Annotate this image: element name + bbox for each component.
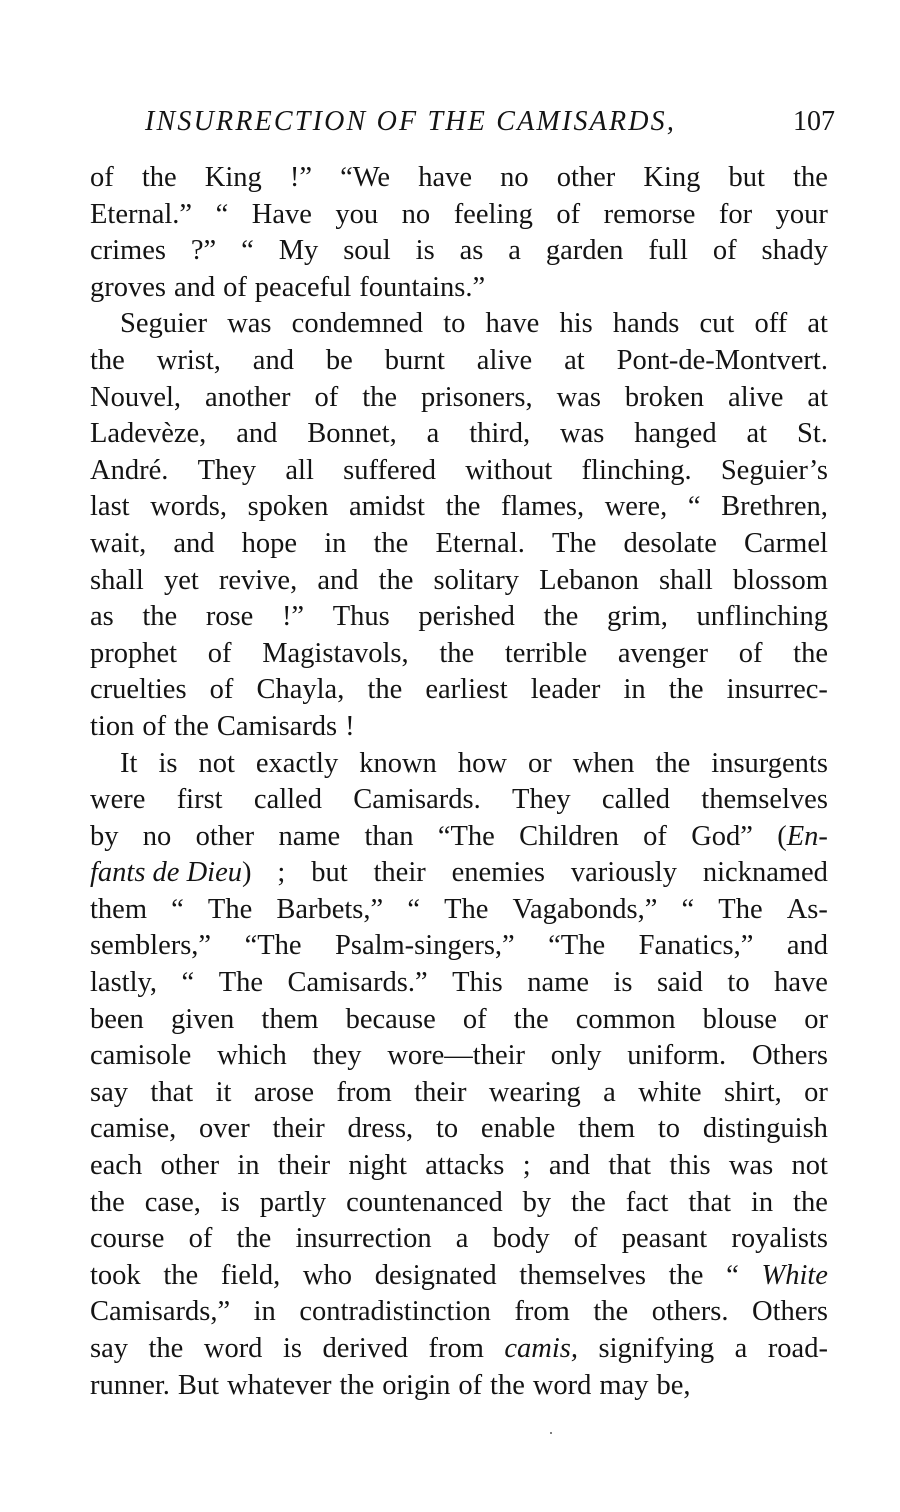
paragraph bbox=[90, 306, 828, 745]
text-line: groves and of peaceful fountains.” bbox=[90, 271, 486, 303]
text-line: been given them because of the common blouse or bbox=[90, 1003, 828, 1035]
text-line: by no other name than “The Children of God” (En- bbox=[90, 820, 828, 852]
text-line: say the word is derived from camis, signifying a road- bbox=[90, 1333, 828, 1364]
text-line: fants de Dieu) ; but their enemies variously nicknamed bbox=[90, 857, 828, 889]
text-line: say that it arose from their wearing a white shirt, or bbox=[90, 1076, 828, 1108]
text-line: course of the insurrection a body of peasant royalists bbox=[90, 1223, 828, 1255]
body-text bbox=[90, 160, 828, 1404]
running-title: INSURRECTION OF THE CAMISARDS, bbox=[145, 106, 677, 137]
text-line: were first called Camisards. They called themselves bbox=[90, 784, 828, 816]
page-number: 107 bbox=[793, 106, 835, 137]
text-line: camisole which they wore—their only uniform. Others bbox=[90, 1040, 828, 1072]
text-line: tion of the Camisards ! bbox=[90, 710, 355, 742]
text-line: each other in their night attacks ; and that this was not bbox=[90, 1150, 828, 1182]
text-line: as the rose !” Thus perished the grim, unflinching bbox=[90, 601, 828, 633]
page-header bbox=[145, 100, 835, 144]
text-line: Ladevèze, and Bonnet, a third, was hanged at St. bbox=[90, 418, 828, 450]
text-line: crimes ?” “ My soul is as a garden full of shady bbox=[90, 235, 828, 267]
text-line: Camisards,” in contradistinction from the others. Others bbox=[90, 1296, 828, 1328]
text-line: lastly, “ The Camisards.” This name is said to have bbox=[90, 967, 828, 999]
text-line: runner. But whatever the origin of the word may be, bbox=[90, 1369, 691, 1401]
text-line: shall yet revive, and the solitary Lebanon shall blossom bbox=[90, 564, 828, 596]
print-speck bbox=[550, 1432, 552, 1434]
paragraph bbox=[90, 160, 828, 306]
text-line: last words, spoken amidst the flames, were, “ Brethren, bbox=[90, 491, 828, 523]
text-line: camise, over their dress, to enable them to distinguish bbox=[90, 1113, 828, 1145]
text-line: Nouvel, another of the prisoners, was broken alive at bbox=[90, 381, 828, 413]
text-line: André. They all suffered without flinching. Seguier’s bbox=[90, 454, 828, 486]
text-line: semblers,” “The Psalm-singers,” “The Fanatics,” and bbox=[90, 930, 828, 962]
text-line: cruelties of Chayla, the earliest leader in the insurrec- bbox=[90, 674, 828, 706]
text-line: wait, and hope in the Eternal. The desolate Carmel bbox=[90, 527, 828, 559]
text-line: took the field, who designated themselves the “ White bbox=[90, 1259, 828, 1291]
text-line: them “ The Barbets,” “ The Vagabonds,” “ The As- bbox=[90, 893, 828, 925]
text-line: the case, is partly countenanced by the fact that in the bbox=[90, 1186, 828, 1218]
text-line: prophet of Magistavols, the terrible avenger of the bbox=[90, 637, 828, 669]
text-line: Seguier was condemned to have his hands cut off at bbox=[120, 308, 828, 340]
text-line: Eternal.” “ Have you no feeling of remorse for your bbox=[90, 198, 828, 230]
text-line: It is not exactly known how or when the insurgents bbox=[120, 747, 828, 779]
paragraph bbox=[90, 746, 828, 1405]
text-line: of the King !” “We have no other King but the bbox=[90, 162, 828, 193]
text-line: the wrist, and be burnt alive at Pont-de-Montvert. bbox=[90, 344, 828, 376]
